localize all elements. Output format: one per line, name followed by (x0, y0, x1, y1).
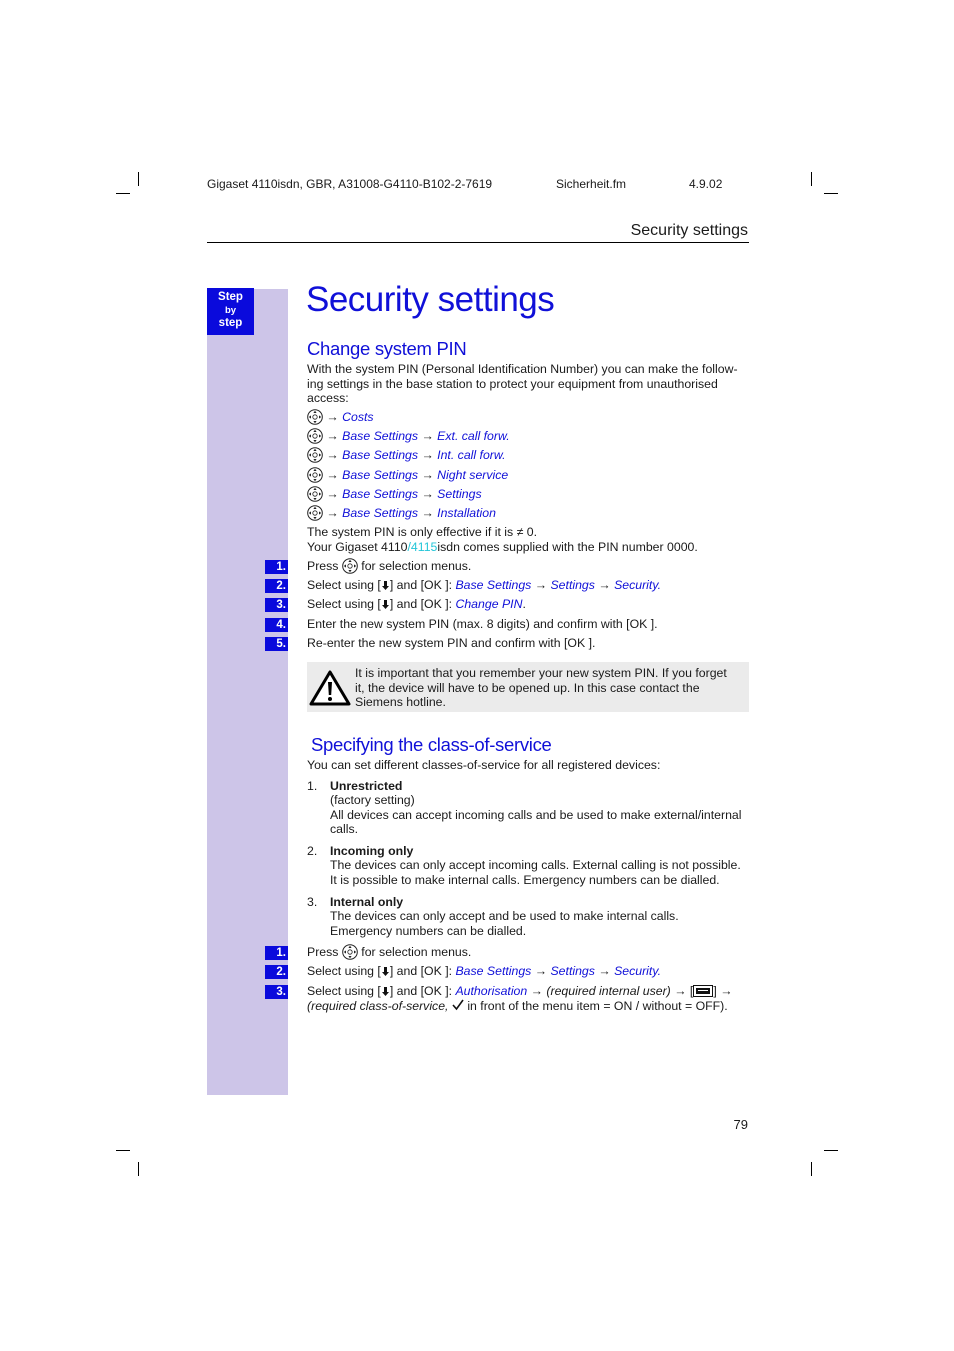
step-text: Enter the new system PIN (max. 8 digits) and confirm with [OK ]. (307, 617, 658, 631)
step-number: 2. (265, 579, 288, 593)
crop-mark (138, 172, 139, 186)
crop-mark (138, 1162, 139, 1176)
navigation-key-icon (307, 486, 323, 502)
warning-text: It is important that you remember your new system PIN. If you forget it, the device will have to be opened up. In this case contact the Siemens hotline. (355, 666, 727, 709)
down-key-icon (381, 966, 390, 977)
crop-mark (824, 193, 838, 194)
list-item: Incoming only The devices can only accept incoming calls. External calling is not possible. It is possible to make internal calls. Emergency numbers can be dialled. (330, 844, 741, 887)
menu-path-item: → Base Settings → Ext. call forw. (307, 428, 510, 444)
step-text: Re-enter the new system PIN and confirm with [OK ]. (307, 636, 596, 650)
crop-mark (116, 193, 130, 194)
menu-link: Costs (342, 410, 374, 424)
running-header: Security settings (630, 222, 748, 239)
doc-date: 4.9.02 (689, 177, 723, 191)
step-number: 3. (265, 598, 288, 612)
section-heading-class-of-service: Specifying the class-of-service (311, 734, 552, 755)
list-item: Internal only The devices can only accept and be used to make internal calls. Emergency numbers can be dialled. (330, 895, 679, 938)
step-text: Select using [ ] and [OK ]: Authorisation → (required internal user) → [ ] → (required class-of-service, in front of the menu item = ON / without = OFF). (307, 984, 733, 1013)
step-number: 1. (265, 946, 288, 960)
navigation-key-icon (307, 409, 323, 425)
step-number: 5. (265, 637, 288, 651)
navigation-key-icon (307, 428, 323, 444)
step-text: Select using [ ] and [OK ]: Base Settings → Settings → Security. (307, 578, 661, 592)
step-text: Select using [ ] and [OK ]: Change PIN. (307, 597, 526, 611)
step-text: Press for selection menus. (307, 945, 472, 959)
menu-path-item: → Costs (307, 409, 374, 425)
step-number: 2. (265, 965, 288, 979)
crop-mark (116, 1150, 130, 1151)
section-heading-change-pin: Change system PIN (307, 338, 467, 359)
step-number: 3. (265, 985, 288, 999)
list-number: 2. (307, 844, 318, 858)
step-number: 1. (265, 560, 288, 574)
step-by-step-badge: Step by step (207, 288, 254, 335)
navigation-key-icon (307, 505, 323, 521)
doc-id: Gigaset 4110isdn, GBR, A31008-G4110-B102-2-7619 (207, 177, 493, 191)
list-number: 3. (307, 895, 318, 909)
cos-intro: You can set different classes-of-service for all registered devices: (307, 758, 661, 772)
step-text: Select using [ ] and [OK ]: Base Settings → Settings → Security. (307, 964, 661, 978)
down-key-icon (381, 580, 390, 591)
warning-box (307, 662, 749, 712)
warning-triangle-icon (309, 670, 351, 706)
checkmark-icon (452, 999, 464, 1011)
down-key-icon (381, 599, 390, 610)
down-key-icon (381, 986, 390, 997)
list-item: Unrestricted (factory setting) All devices can accept incoming calls and be used to make external/internal calls. (330, 779, 742, 836)
page-number: 79 (733, 1117, 748, 1132)
menu-key-icon (693, 985, 713, 997)
menu-path-item: → Base Settings → Settings (307, 486, 482, 502)
menu-path-item: → Base Settings → Night service (307, 467, 508, 483)
file-name: Sicherheit.fm (556, 177, 627, 191)
header-rule (207, 242, 749, 243)
crop-mark (811, 172, 812, 186)
step-text: Press for selection menus. (307, 559, 472, 573)
list-number: 1. (307, 779, 318, 793)
pin-note: The system PIN is only effective if it is ≠ 0. Your Gigaset 4110/4115isdn comes supplied with the PIN number 0000. (307, 525, 698, 554)
menu-path-item: → Base Settings → Int. call forw. (307, 447, 506, 463)
menu-path-item: → Base Settings → Installation (307, 505, 496, 521)
step-number: 4. (265, 618, 288, 632)
navigation-key-icon (342, 558, 358, 574)
crop-mark (824, 1150, 838, 1151)
crop-mark (811, 1162, 812, 1176)
intro-paragraph: With the system PIN (Personal Identification Number) you can make the follow- ing settings in the base station to protect your equipment from unauthorised access: (307, 362, 738, 405)
navigation-key-icon (307, 467, 323, 483)
page-title: Security settings (306, 280, 555, 319)
navigation-key-icon (307, 447, 323, 463)
navigation-key-icon (342, 944, 358, 960)
